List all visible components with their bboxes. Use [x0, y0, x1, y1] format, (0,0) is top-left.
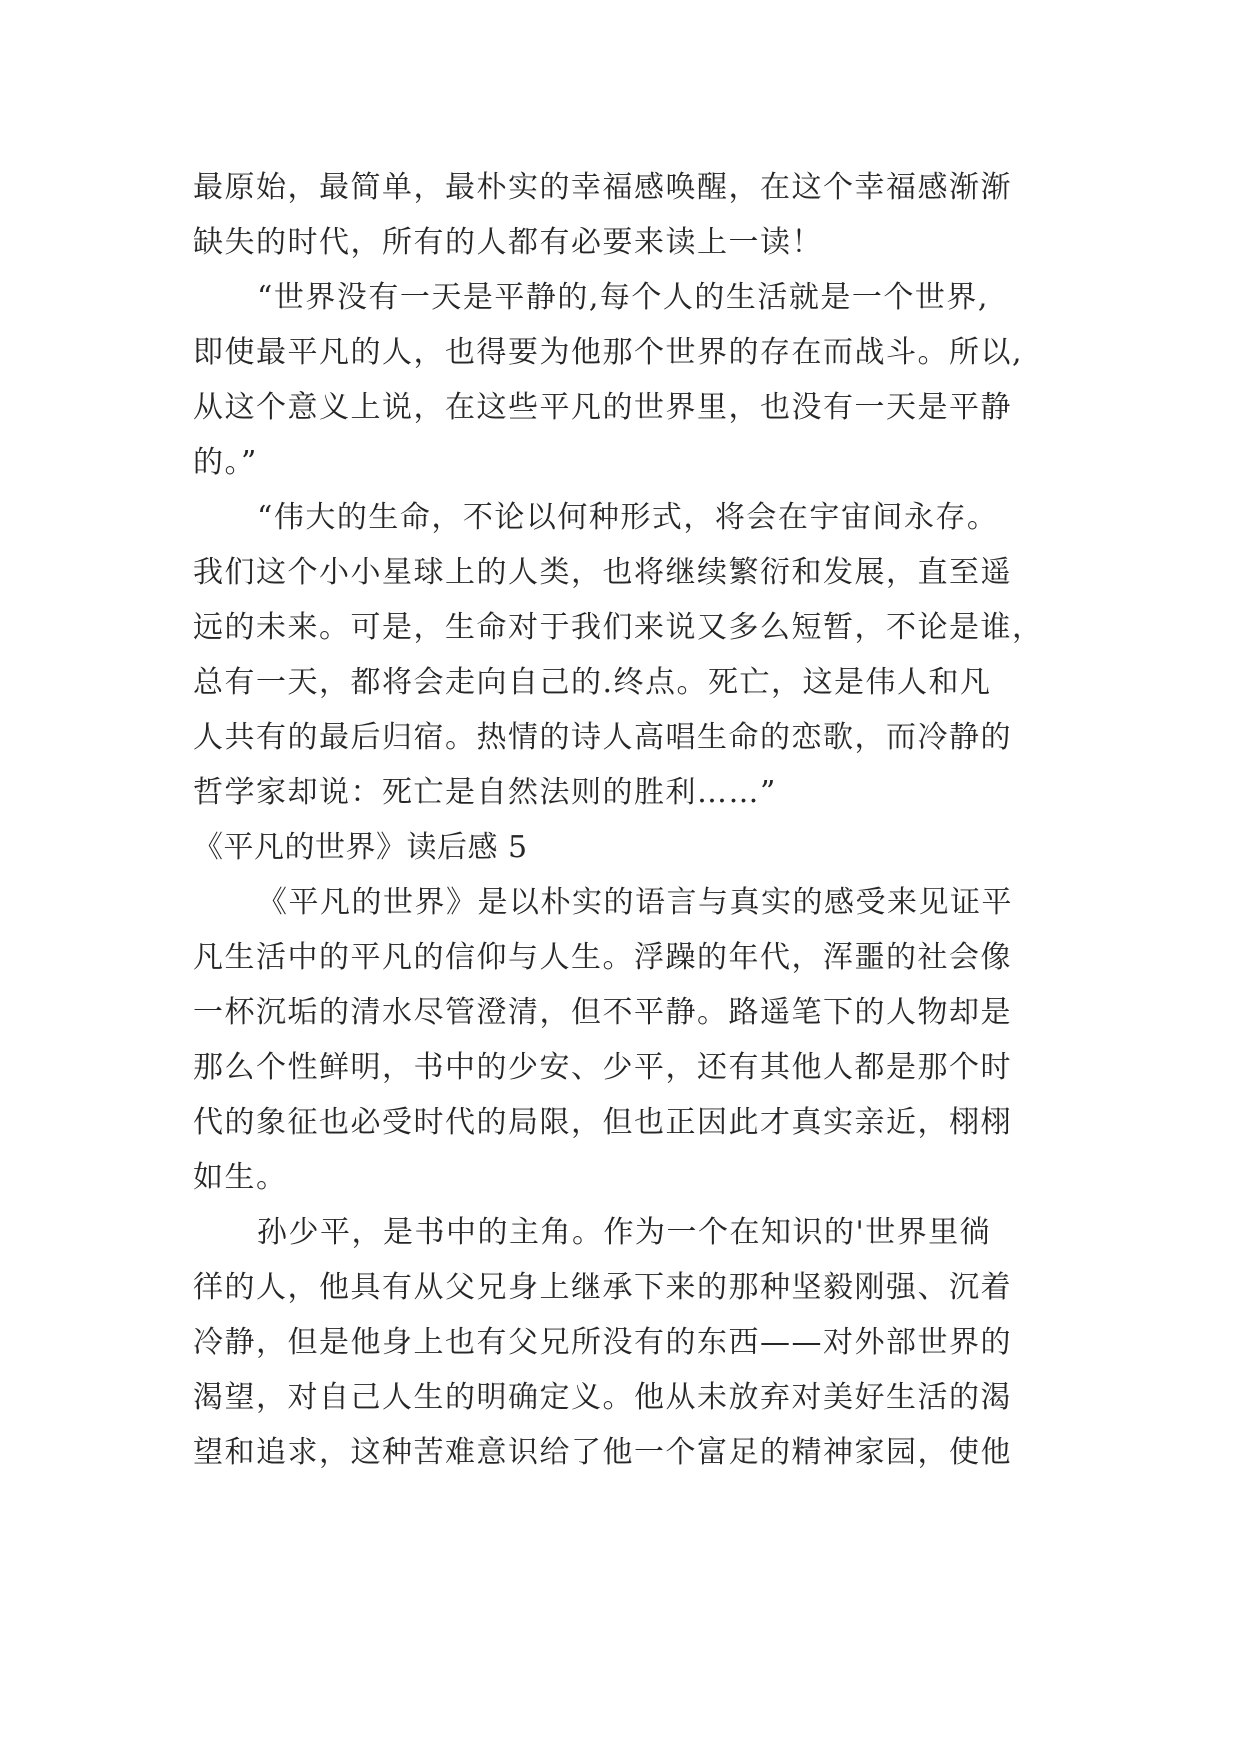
- text-line: 望和追求，这种苦难意识给了他一个富足的精神家园，使他: [193, 1435, 1012, 1470]
- text-line: 我们这个小小星球上的人类，也将继续繁衍和发展，直至遥: [193, 555, 1012, 590]
- paragraph: [193, 1205, 1093, 1480]
- text-line: 如生。: [193, 1160, 288, 1195]
- text-line: 总有一天，都将会走向自己的.终点。死亡，这是伟人和凡: [193, 665, 992, 700]
- text-line: 从这个意义上说，在这些平凡的世界里，也没有一天是平静: [193, 390, 1012, 425]
- text-line: 即使最平凡的人，也得要为他那个世界的存在而战斗。所以,: [193, 335, 1024, 370]
- text-line: 冷静，但是他身上也有父兄所没有的东西——对外部世界的: [193, 1325, 1012, 1360]
- text-line: 凡生活中的平凡的信仰与人生。浮躁的年代，浑噩的社会像: [193, 940, 1012, 975]
- text-line: 哲学家却说：死亡是自然法则的胜利……”: [193, 775, 777, 810]
- text-line: 《平凡的世界》是以朴实的语言与真实的感受来见证平: [257, 885, 1013, 920]
- text-line: 代的象征也必受时代的局限，但也正因此才真实亲近，栩栩: [193, 1105, 1012, 1140]
- text-line: 人共有的最后归宿。热情的诗人高唱生命的恋歌，而冷静的: [193, 720, 1012, 755]
- text-line: 最原始，最简单，最朴实的幸福感唤醒，在这个幸福感渐渐: [193, 170, 1012, 205]
- paragraph: [193, 160, 1093, 270]
- text-line: “世界没有一天是平静的,每个人的生活就是一个世界,: [257, 280, 989, 315]
- text-line: 的。”: [193, 445, 258, 480]
- text-line: 缺失的时代，所有的人都有必要来读上一读！: [193, 225, 823, 260]
- paragraph: [193, 490, 1093, 820]
- document-body: [193, 160, 1093, 1480]
- text-line: 那么个性鲜明，书中的少安、少平，还有其他人都是那个时: [193, 1050, 1012, 1085]
- text-line: 远的未来。可是，生命对于我们来说又多么短暂，不论是谁，: [193, 610, 1044, 645]
- text-line: “伟大的生命，不论以何种形式，将会在宇宙间永存。: [257, 500, 999, 535]
- text-line: 孙少平，是书中的主角。作为一个在知识的'世界里徜: [257, 1215, 992, 1250]
- section-heading: 《平凡的世界》读后感 5: [193, 830, 528, 865]
- text-line: 徉的人，他具有从父兄身上继承下来的那种坚毅刚强、沉着: [193, 1270, 1012, 1305]
- text-line: 一杯沉垢的清水尽管澄清，但不平静。路遥笔下的人物却是: [193, 995, 1012, 1030]
- paragraph: [193, 875, 1093, 1205]
- text-line: 渴望，对自己人生的明确定义。他从未放弃对美好生活的渴: [193, 1380, 1012, 1415]
- paragraph: [193, 270, 1093, 490]
